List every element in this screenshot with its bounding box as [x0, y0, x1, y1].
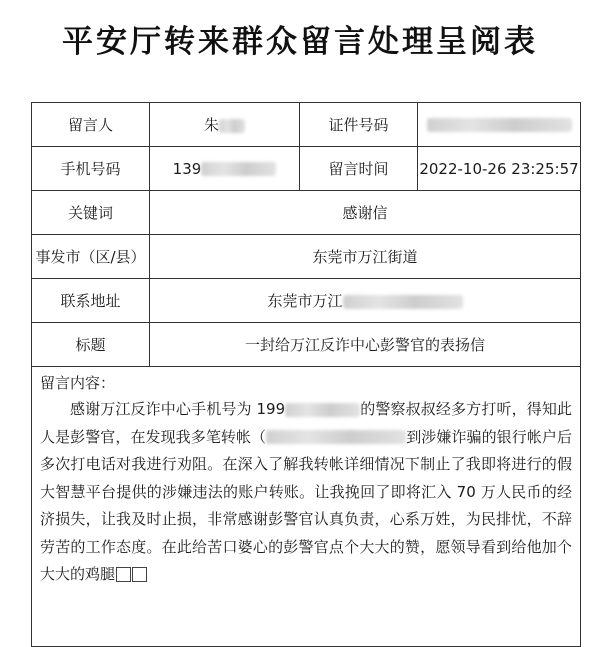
message-label: 留言内容：: [40, 374, 116, 392]
table-row: [32, 279, 581, 323]
message-content-cell: [32, 367, 581, 647]
keyword-label: 关键词: [32, 191, 150, 235]
time-label: 留言时间: [300, 147, 418, 191]
subject-label: 标题: [32, 323, 150, 367]
keyword-value: 感谢信: [150, 191, 581, 235]
time-value: 2022-10-26 23:25:57: [418, 147, 581, 191]
redaction-blur: [266, 430, 406, 444]
id-number-label: 证件号码: [300, 103, 418, 147]
submitter-label: 留言人: [32, 103, 150, 147]
city-value: 东莞市万江街道: [150, 235, 581, 279]
redaction-blur: [201, 162, 276, 176]
address-value: 东莞市万江: [150, 279, 581, 323]
table-row: [32, 147, 581, 191]
submitter-value: 朱: [150, 103, 300, 147]
table-row: [32, 323, 581, 367]
redaction-blur: [285, 403, 360, 417]
table-row: [32, 103, 581, 147]
page-title: 平安厅转来群众留言处理呈阅表: [62, 24, 538, 60]
city-label: 事发市（区/县）: [32, 235, 150, 279]
redaction-blur: [219, 119, 245, 133]
emoji-placeholder-icon: [132, 567, 147, 582]
redaction-blur: [427, 118, 572, 132]
subject-value: 一封给万江反诈中心彭警官的表扬信: [150, 323, 581, 367]
phone-value: 139: [150, 147, 300, 191]
table-row: [32, 367, 581, 647]
id-number-value: [418, 103, 581, 147]
table-row: [32, 235, 581, 279]
message-body: 感谢万江反诈中心手机号为 199 的警察叔叔经多方打听，得知此人是彭警官，在发现我多笔转帐（ 到涉嫌诈骗的银行帐户后多次打电话对我进行劝阻。在深入了解我转帐详细情况下制止了我即将进行的假大智慧平台提供的涉嫌违法的账户转账。让我挽回了即将汇入 70 万人民币的经济损失，让我及时止损，非常感谢彭警官认真负责，心系万姓，为民排忧，不辞劳苦的工作态度。在此给苦口婆心的彭警官点个大大的赞，愿领导看到给他加个大大的鸡腿: [40, 400, 572, 583]
redaction-blur: [343, 295, 463, 309]
message-form-table: [31, 102, 581, 647]
phone-label: 手机号码: [32, 147, 150, 191]
table-row: [32, 191, 581, 235]
emoji-placeholder-icon: [116, 567, 131, 582]
address-label: 联系地址: [32, 279, 150, 323]
